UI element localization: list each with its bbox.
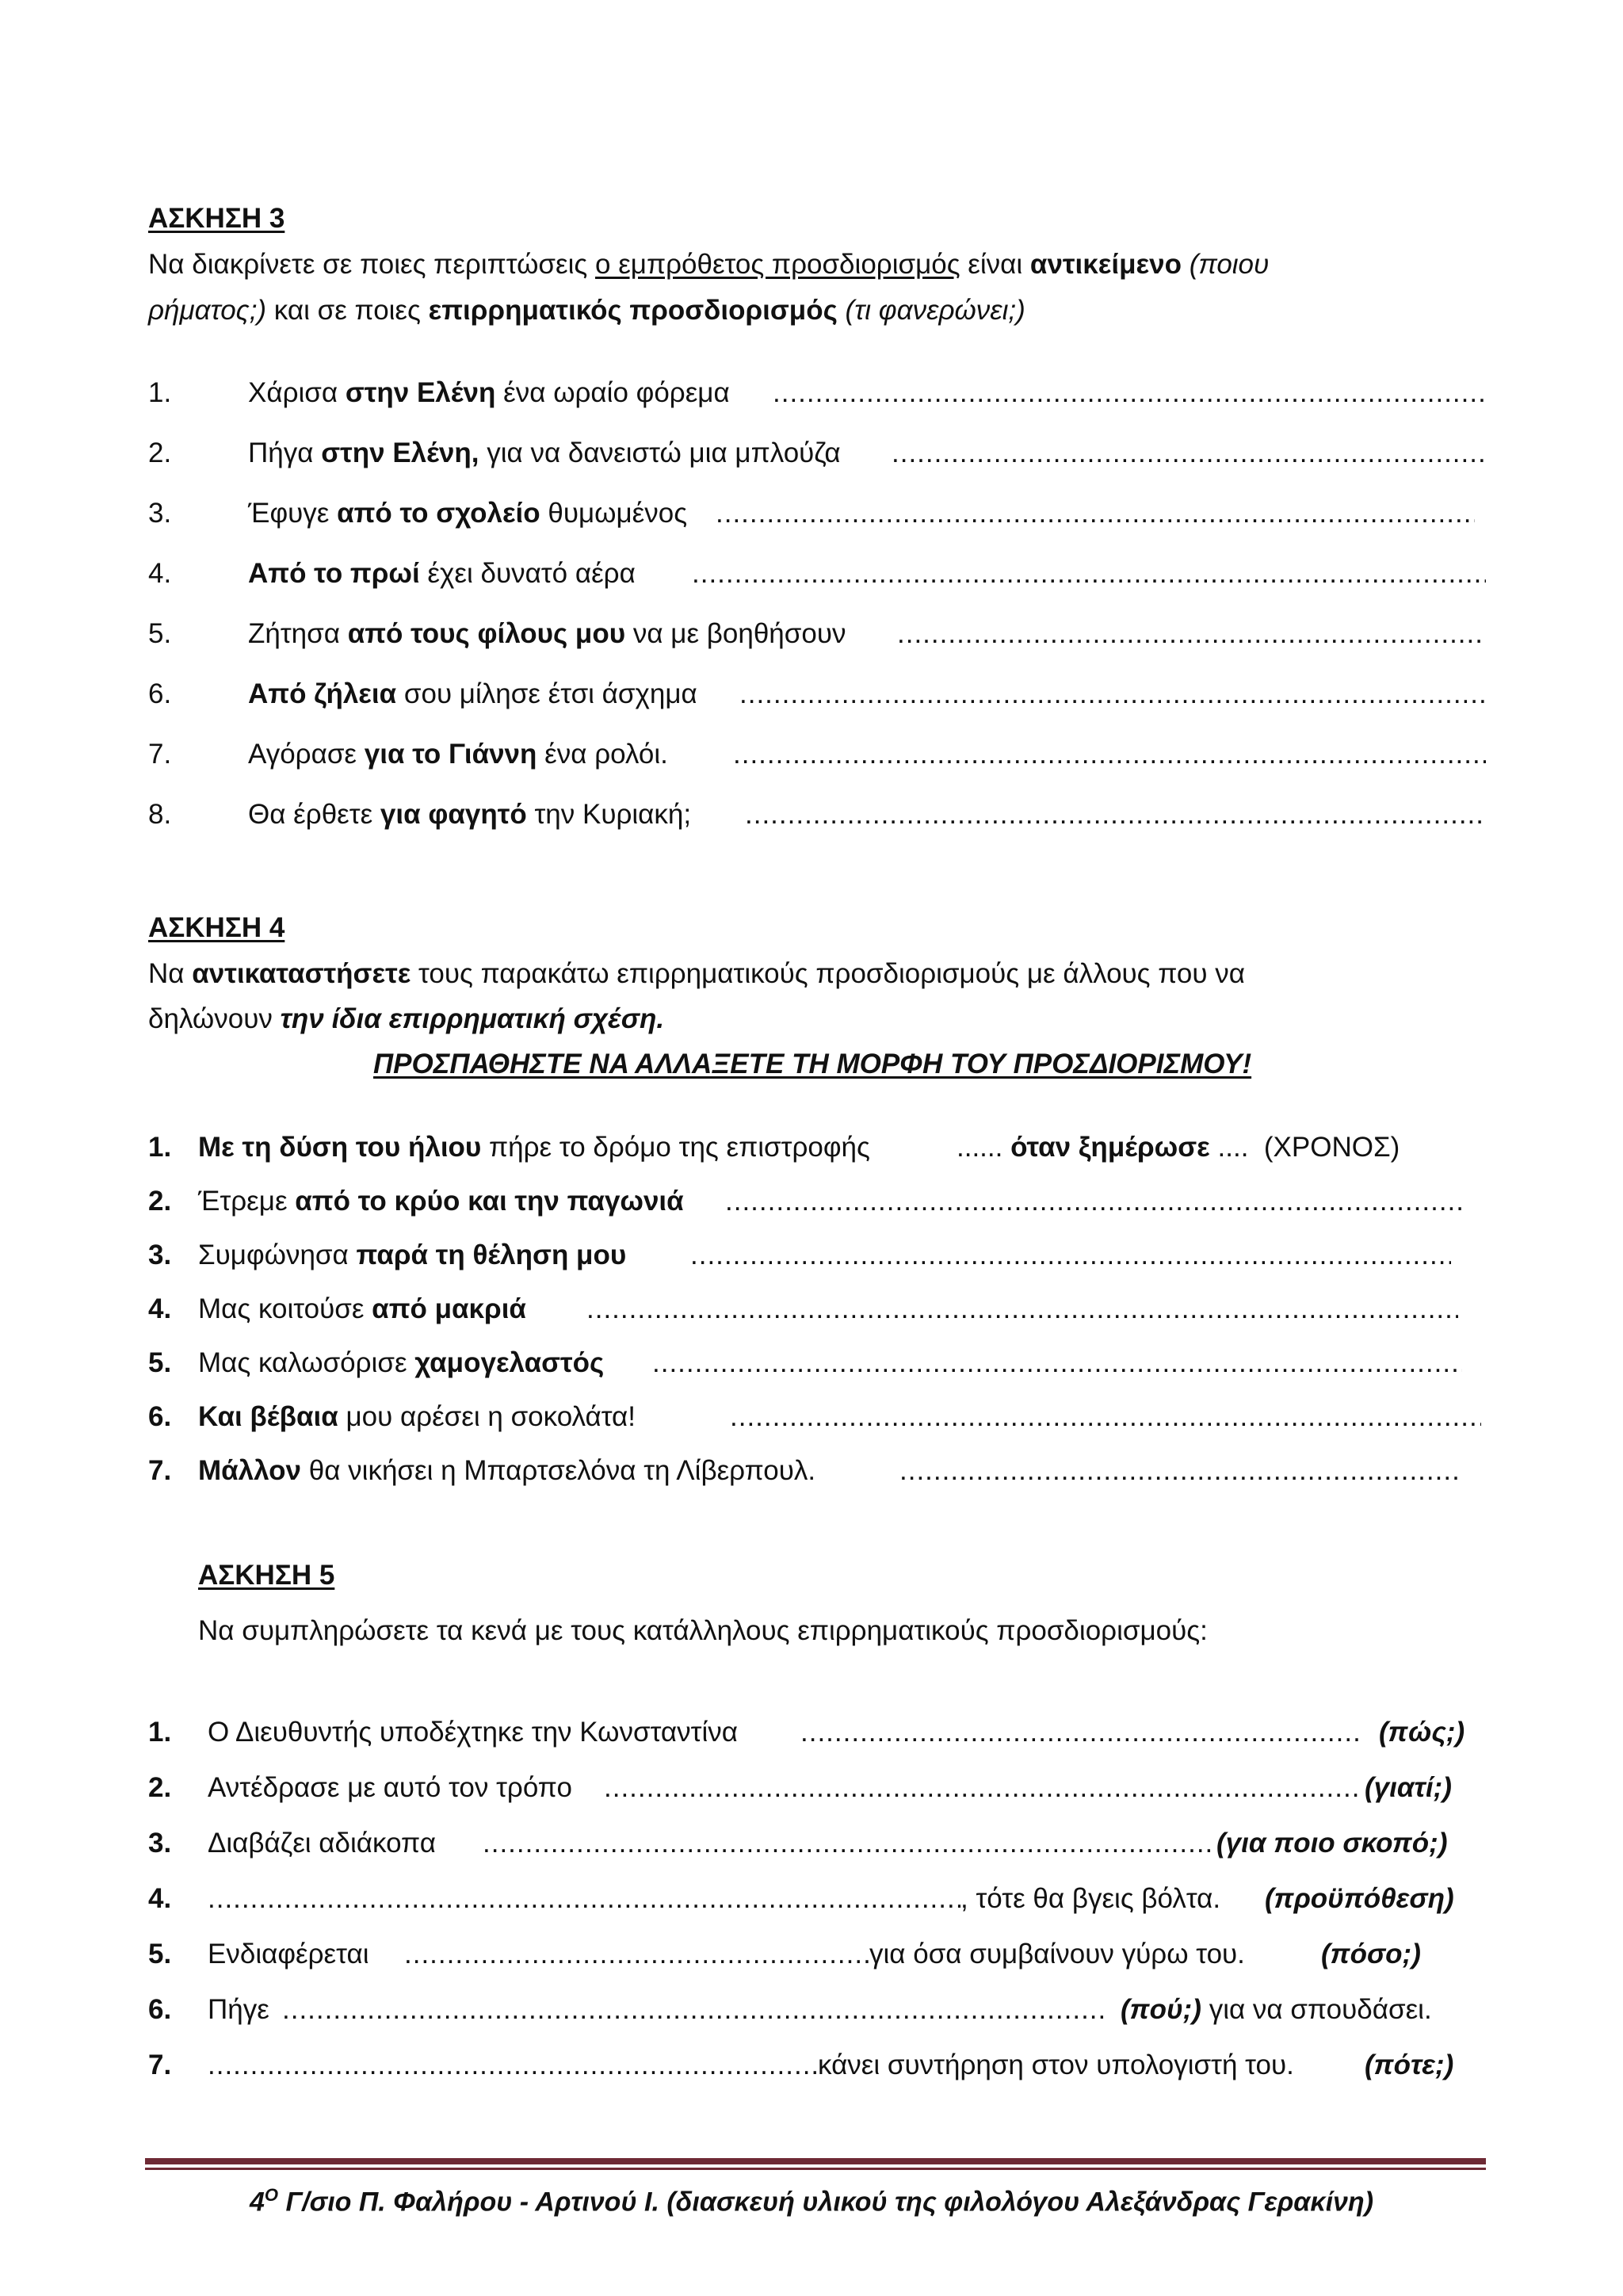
footer-divider	[145, 2168, 1486, 2170]
exercise-4-instructions-line2: δηλώνουν την ίδια επιρρηματική σχέση.	[148, 1003, 665, 1034]
answer-blank[interactable]	[773, 374, 1486, 412]
answer-blank[interactable]	[730, 1398, 1481, 1436]
list-item: Χάρισα στην Ελένη ένα ωραίο φόρεμα	[248, 377, 730, 408]
item-number: 4.	[148, 1293, 172, 1324]
list-item: Συμφώνησα παρά τη θέληση μου	[198, 1240, 627, 1270]
list-item: Έτρεμε από το κρύο και την παγωνιά	[198, 1186, 684, 1217]
item-number: 2.	[148, 437, 172, 468]
item-number: 7.	[148, 2050, 172, 2080]
item-number: 6.	[148, 1401, 172, 1432]
intro-text: είναι	[960, 249, 1030, 280]
answer-blank[interactable]	[208, 2046, 818, 2084]
list-item-tail: , τότε θα βγεις βόλτα.	[960, 1883, 1221, 1914]
list-item: Και βέβαια μου αρέσει η σοκολάτα!	[198, 1401, 636, 1432]
intro-bold: επιρρηματικός προσδιορισμός	[428, 295, 838, 326]
intro-underlined: ο εμπρόθετος προσδιορισμός	[595, 249, 960, 280]
example-answer: ...... όταν ξημέρωσε .... (ΧΡΟΝΟΣ)	[957, 1132, 1400, 1163]
answer-blank[interactable]	[716, 495, 1475, 533]
hint-label: (πότε;)	[1365, 2050, 1454, 2080]
item-number: 2.	[148, 1186, 172, 1217]
list-item: Μάλλον θα νικήσει η Μπαρτσελόνα τη Λίβερπουλ.	[198, 1455, 816, 1486]
hint-label: (γιατί;)	[1365, 1772, 1452, 1803]
item-number: 1.	[148, 1717, 172, 1748]
intro-italic: ρήματος;)	[148, 295, 267, 326]
list-item: Μας κοιτούσε από μακριά	[198, 1293, 526, 1324]
item-number: 5.	[148, 1939, 172, 1969]
list-item-tail: κάνει συντήρηση στον υπολογιστή του.	[818, 2050, 1294, 2080]
list-item: Από ζήλεια σου μίλησε έτσι άσχημα	[248, 678, 697, 709]
list-item: Έφυγε από το σχολείο θυμωμένος	[248, 498, 688, 529]
item-number: 1.	[148, 377, 172, 408]
footer-divider	[145, 2158, 1486, 2164]
item-number: 7.	[148, 739, 172, 770]
item-number: 4.	[148, 1883, 172, 1914]
item-number: 5.	[148, 618, 172, 649]
exercise-5-title: ΑΣΚΗΣΗ 5	[198, 1560, 335, 1591]
exercise-3-title: ΑΣΚΗΣΗ 3	[148, 203, 285, 234]
intro-italic: (τι φανερώνει;)	[837, 295, 1025, 326]
answer-blank[interactable]	[897, 615, 1486, 653]
list-item: Από το πρωί έχει δυνατό αέρα	[248, 558, 636, 589]
page-footer: $4^O$ Γ/σιο Π. Φαλήρου - Αρτινού Ι. (διασκευή υλικού της φιλολόγου Αλεξάνδρας Γερακίνη)	[249, 2185, 1374, 2218]
exercise-5-instructions: Να συμπληρώσετε τα κενά με τους κατάλληλους επιρρηματικούς προσδιορισμούς:	[198, 1615, 1208, 1646]
answer-blank[interactable]	[800, 1713, 1363, 1752]
answer-blank[interactable]	[282, 1991, 1106, 2029]
hint-label: (πώς;)	[1379, 1717, 1465, 1748]
hint-with-tail: (πού;) για να σπουδάσει.	[1121, 1994, 1432, 2025]
exercise-3-instructions-line2	[148, 292, 1025, 330]
list-item: Ο Διευθυντής υποδέχτηκε την Κωνσταντίνα	[208, 1717, 738, 1748]
answer-blank[interactable]	[604, 1769, 1361, 1807]
item-number: 3.	[148, 498, 172, 529]
item-number: 5.	[148, 1347, 172, 1378]
item-number: 2.	[148, 1772, 172, 1803]
item-number: 3.	[148, 1240, 172, 1270]
list-item: Ενδιαφέρεται	[208, 1939, 369, 1969]
item-number: 6.	[148, 678, 172, 709]
hint-label: (για ποιο σκοπό;)	[1216, 1828, 1448, 1859]
answer-blank[interactable]	[690, 1236, 1451, 1274]
item-number: 7.	[148, 1455, 172, 1486]
item-number: 1.	[148, 1132, 172, 1163]
list-item: Διαβάζει αδιάκοπα	[208, 1828, 436, 1859]
item-number: 4.	[148, 558, 172, 589]
item-number: 3.	[148, 1828, 172, 1859]
intro-italic: (ποιου	[1181, 249, 1270, 280]
example-item: Με τη δύση του ήλιου πήρε το δρόμο της επιστροφής	[198, 1132, 870, 1163]
list-item: Αντέδρασε με αυτό τον τρόπο	[208, 1772, 572, 1803]
hint-label: (πόσο;)	[1321, 1939, 1421, 1969]
answer-blank[interactable]	[733, 735, 1486, 774]
list-item: Αγόρασε για το Γιάννη ένα ρολόι.	[248, 739, 668, 770]
answer-blank[interactable]	[483, 1824, 1213, 1862]
answer-blank[interactable]	[652, 1344, 1462, 1382]
list-item: Πήγα στην Ελένη, για να δανειστώ μια μπλούζα	[248, 437, 841, 468]
item-number: 8.	[148, 799, 172, 830]
answer-blank[interactable]	[725, 1182, 1462, 1221]
answer-blank[interactable]	[739, 675, 1486, 713]
answer-blank[interactable]	[586, 1290, 1458, 1328]
list-item: Ζήτησα από τους φίλους μου να με βοηθήσουν	[248, 618, 846, 649]
answer-blank[interactable]	[892, 434, 1486, 472]
exercise-4-title: ΑΣΚΗΣΗ 4	[148, 912, 285, 943]
exercise-4-instructions-line1: Να αντικαταστήσετε τους παρακάτω επιρρηματικούς προσδιορισμούς με άλλους που να	[148, 958, 1245, 989]
list-item: Μας καλωσόρισε χαμογελαστός	[198, 1347, 605, 1378]
list-item: Πήγε	[208, 1994, 269, 2025]
answer-blank[interactable]	[404, 1935, 869, 1973]
intro-text: Να διακρίνετε σε ποιες περιπτώσεις	[148, 249, 595, 280]
item-number: 6.	[148, 1994, 172, 2025]
answer-blank[interactable]	[899, 1452, 1462, 1490]
list-item: Θα έρθετε για φαγητό την Κυριακή;	[248, 799, 692, 830]
answer-blank[interactable]	[745, 796, 1486, 834]
exercise-4-notice: ΠΡΟΣΠΑΘΗΣΤΕ ΝΑ ΑΛΛΑΞΕΤΕ ΤΗ ΜΟΡΦΗ ΤΟΥ ΠΡΟΣΔΙΟΡΙΣΜΟΥ!	[373, 1049, 1252, 1079]
hint-label: (προϋπόθεση)	[1265, 1883, 1454, 1914]
intro-text: και σε ποιες	[266, 295, 429, 326]
intro-bold: αντικείμενο	[1029, 249, 1182, 280]
answer-blank[interactable]	[692, 555, 1486, 593]
answer-blank[interactable]	[208, 1880, 960, 1918]
exercise-3-instructions-line1	[148, 246, 1269, 284]
list-item-tail: για όσα συμβαίνουν γύρω του.	[869, 1939, 1245, 1969]
